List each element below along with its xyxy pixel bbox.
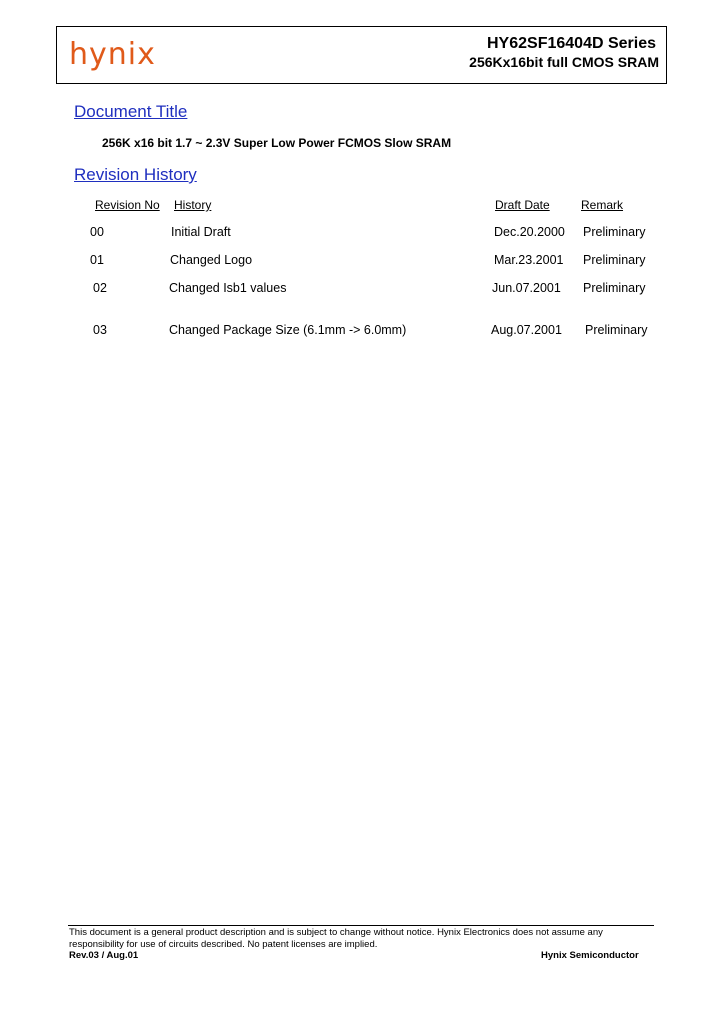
draft-date: Aug.07.2001 <box>491 323 562 337</box>
draft-date: Jun.07.2001 <box>492 281 561 295</box>
hynix-logo: hynix <box>69 37 156 72</box>
col-header-date: Draft Date <box>495 198 550 212</box>
document-title-heading: Document Title <box>74 102 188 121</box>
footer-disclaimer: This document is a general product description and is subject to change without notice. Hynix Electronics does not assume any responsibility for use of circuits described. No patent licenses are implied. <box>69 927 603 950</box>
remark: Preliminary <box>583 281 646 295</box>
revision-number: 00 <box>90 225 104 239</box>
col-header-history: History <box>174 198 212 212</box>
draft-date: Dec.20.2000 <box>494 225 565 239</box>
part-number: HY62SF16404D Series <box>487 35 656 52</box>
history-text: Initial Draft <box>171 225 231 239</box>
remark: Preliminary <box>583 253 646 267</box>
remark: Preliminary <box>583 225 646 239</box>
draft-date: Mar.23.2001 <box>494 253 564 267</box>
history-text: Changed Logo <box>170 253 253 267</box>
footer-revision: Rev.03 / Aug.01 <box>69 950 139 961</box>
revision-number: 03 <box>93 323 107 337</box>
col-header-revision: Revision No <box>95 198 160 212</box>
col-header-remark: Remark <box>581 198 624 212</box>
header-box <box>56 26 667 84</box>
document-title-text: 256K x16 bit 1.7 ~ 2.3V Super Low Power FCMOS Slow SRAM <box>102 136 452 150</box>
footer-company: Hynix Semiconductor <box>541 950 639 961</box>
product-subtitle: 256Kx16bit full CMOS SRAM <box>469 54 659 70</box>
revision-number: 01 <box>90 253 104 267</box>
revision-number: 02 <box>93 281 107 295</box>
history-text: Changed Package Size (6.1mm -> 6.0mm) <box>169 323 407 337</box>
remark: Preliminary <box>585 323 648 337</box>
history-text: Changed Isb1 values <box>169 281 287 295</box>
revision-history-heading: Revision History <box>74 165 197 184</box>
footer-divider <box>68 925 654 926</box>
